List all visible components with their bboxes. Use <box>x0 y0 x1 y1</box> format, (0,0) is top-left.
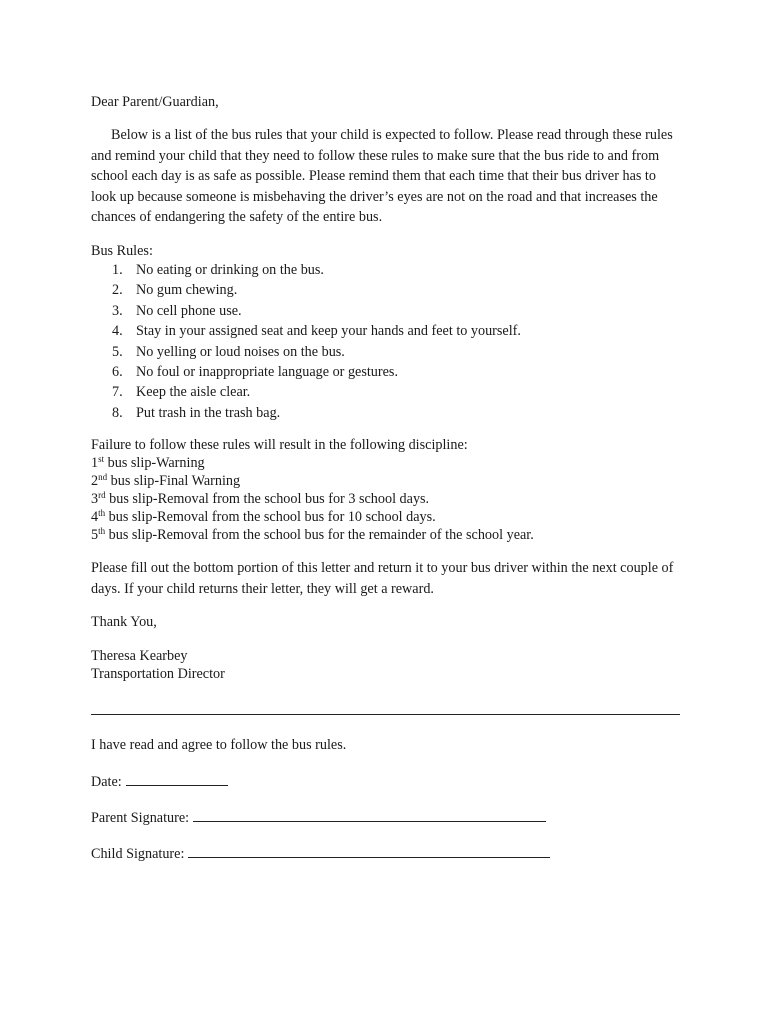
list-item <box>91 508 534 526</box>
rule-number: 7. <box>112 384 123 401</box>
date-blank[interactable] <box>126 772 228 786</box>
date-field <box>91 772 228 791</box>
list-item <box>91 261 521 281</box>
date-label: Date: <box>91 774 122 790</box>
rule-number: 5. <box>112 343 123 360</box>
rule-number: 2. <box>112 282 123 299</box>
parent-signature-field <box>91 808 546 827</box>
rule-text: Put trash in the trash bag. <box>136 404 281 421</box>
list-item <box>91 526 534 544</box>
rule-number: 3. <box>112 302 123 319</box>
discipline-text: bus slip-Warning <box>104 455 205 471</box>
rule-text: No eating or drinking on the bus. <box>136 262 324 278</box>
ordinal-suffix: th <box>98 526 106 536</box>
rule-text: No cell phone use. <box>136 302 242 319</box>
discipline-list <box>91 454 534 544</box>
discipline-text: bus slip-Removal from the school bus for 10 school days. <box>105 509 436 525</box>
discipline-text: bus slip-Removal from the school bus for 3 school days. <box>105 491 430 507</box>
list-item <box>91 404 521 424</box>
thanks-line: Thank You, <box>91 614 157 630</box>
intro-paragraph <box>91 125 681 228</box>
rule-text: No yelling or loud noises on the bus. <box>136 343 345 360</box>
list-item <box>91 302 521 322</box>
slip-number: 5 <box>91 527 99 543</box>
slip-number: 2 <box>91 473 99 489</box>
rules-list <box>91 261 521 424</box>
ordinal-suffix: th <box>98 508 106 518</box>
list-item <box>91 383 521 403</box>
rule-number: 1. <box>112 262 123 278</box>
child-signature-blank[interactable] <box>188 844 550 858</box>
list-item <box>91 454 534 472</box>
parent-signature-blank[interactable] <box>193 808 546 822</box>
rules-heading: Bus Rules: <box>91 243 153 259</box>
discipline-intro: Failure to follow these rules will result in the following discipline: <box>91 437 468 453</box>
salutation: Dear Parent/Guardian, <box>91 94 219 110</box>
discipline-text: bus slip-Removal from the school bus for the remainder of the school year. <box>105 527 534 543</box>
list-item <box>91 322 521 342</box>
rule-text: Stay in your assigned seat and keep your hands and feet to yourself. <box>136 323 521 340</box>
agree-statement: I have read and agree to follow the bus rules. <box>91 737 347 753</box>
signer-title: Transportation Director <box>91 666 225 682</box>
rule-text: Keep the aisle clear. <box>136 384 251 401</box>
ordinal-suffix: rd <box>98 490 106 500</box>
rule-text: No foul or inappropriate language or gestures. <box>136 363 398 380</box>
rule-text: No gum chewing. <box>136 282 238 299</box>
child-signature-label: Child Signature: <box>91 846 185 862</box>
slip-number: 1 <box>91 455 99 471</box>
ordinal-suffix: st <box>98 454 105 464</box>
closing-paragraph: Please fill out the bottom portion of this letter and return it to your bus driver within the next couple of days. If your child returns their letter, they will get a reward. <box>91 560 674 597</box>
discipline-text: bus slip-Final Warning <box>107 473 241 489</box>
list-item <box>91 281 521 301</box>
cut-line-divider <box>91 714 680 715</box>
slip-number: 3 <box>91 491 99 507</box>
signer-name: Theresa Kearbey <box>91 648 188 664</box>
rule-number: 8. <box>112 404 123 421</box>
list-item <box>91 343 521 363</box>
rule-number: 6. <box>112 363 123 380</box>
list-item <box>91 472 534 490</box>
list-item <box>91 490 534 508</box>
child-signature-field <box>91 844 550 863</box>
slip-number: 4 <box>91 509 99 525</box>
intro-text: Below is a list of the bus rules that your child is expected to follow. Please read through these rules and remind your child that they need to follow these rules to make sure that the bus ride to and from school each day is as safe as possible. Please remind them that each time that their bus driver has to look up because someone is misbehaving the driver’s eyes are not on the road and that increases the chances of endangering the safety of the entire bus. <box>91 127 673 226</box>
ordinal-suffix: nd <box>98 472 108 482</box>
list-item <box>91 363 521 383</box>
parent-signature-label: Parent Signature: <box>91 810 190 826</box>
rule-number: 4. <box>112 323 123 340</box>
